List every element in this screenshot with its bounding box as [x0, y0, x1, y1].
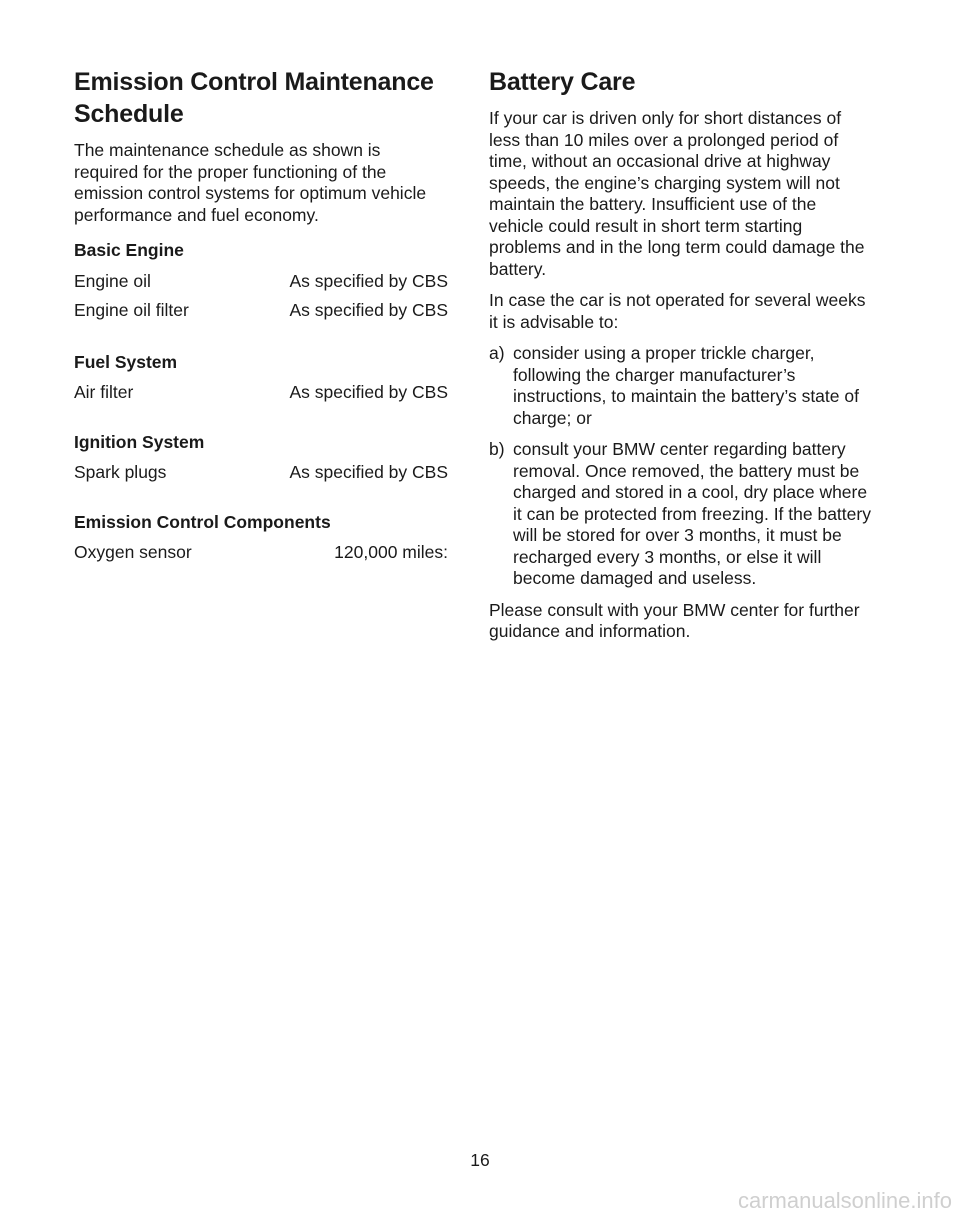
fuel-system-section — [74, 352, 448, 404]
battery-closing-paragraph: Please consult with your BMW center for further guidance and information. — [489, 599, 860, 641]
schedule-row — [74, 271, 448, 293]
basic-engine-section — [74, 240, 448, 322]
watermark: carmanualsonline.info — [737, 1188, 952, 1213]
emission-control-title: Emission Control Maintenance Schedule — [74, 68, 434, 128]
section-title: Ignition System — [74, 431, 205, 452]
row-item: Engine oil — [74, 270, 151, 291]
schedule-row — [74, 382, 448, 404]
emission-control-intro: The maintenance schedule as shown is required for the proper functioning of the emission control systems for optimum vehicle performance and fuel economy. — [74, 140, 427, 225]
schedule-row — [74, 542, 448, 564]
section-title: Fuel System — [74, 351, 178, 372]
list-text: consult your BMW center regarding battery removal. Once removed, the battery must be charged and stored in a cool, dry place where it can be protected from freezing. If the battery will be stored for over 3 months, it must be recharged every 3 months, or else it will become damaged and useless. — [513, 439, 871, 588]
row-value: As specified by CBS — [289, 300, 448, 320]
row-item: Oxygen sensor — [74, 542, 192, 562]
list-marker: a) — [489, 343, 505, 363]
list-item — [489, 439, 873, 590]
emission-control-column — [74, 66, 448, 592]
schedule-row — [74, 300, 448, 322]
ignition-system-section — [74, 432, 448, 484]
row-item: Spark plugs — [74, 462, 167, 482]
row-item: Engine oil filter — [74, 300, 189, 320]
emission-components-section — [74, 512, 448, 564]
battery-paragraph: If your car is driven only for short distances of less than 10 miles over a prolonged period of time, without an occasional drive at highway speeds, the engine’s charging system will not maintain the battery. Insufficient use of the vehicle could result in short term starting problems and in the long term could damage the battery. — [489, 108, 865, 279]
list-marker: b) — [489, 439, 505, 459]
section-title: Basic Engine — [74, 240, 184, 260]
battery-care-column — [489, 66, 873, 653]
row-value: As specified by CBS — [289, 462, 448, 482]
row-item: Air filter — [74, 382, 134, 402]
list-text: consider using a proper trickle charger, following the charger manufacturer’s instructions, to maintain the battery’s state of charge; or — [513, 343, 859, 428]
list-item — [489, 343, 873, 429]
row-value: As specified by CBS — [289, 270, 448, 291]
row-value: 120,000 miles: — [334, 542, 448, 562]
schedule-row — [74, 462, 448, 484]
battery-care-title: Battery Care — [489, 68, 636, 96]
section-title: Emission Control Components — [74, 511, 331, 532]
page-number: 16 — [470, 1150, 490, 1170]
battery-paragraph: In case the car is not operated for several weeks it is advisable to: — [489, 290, 866, 332]
row-value: As specified by CBS — [289, 382, 448, 402]
